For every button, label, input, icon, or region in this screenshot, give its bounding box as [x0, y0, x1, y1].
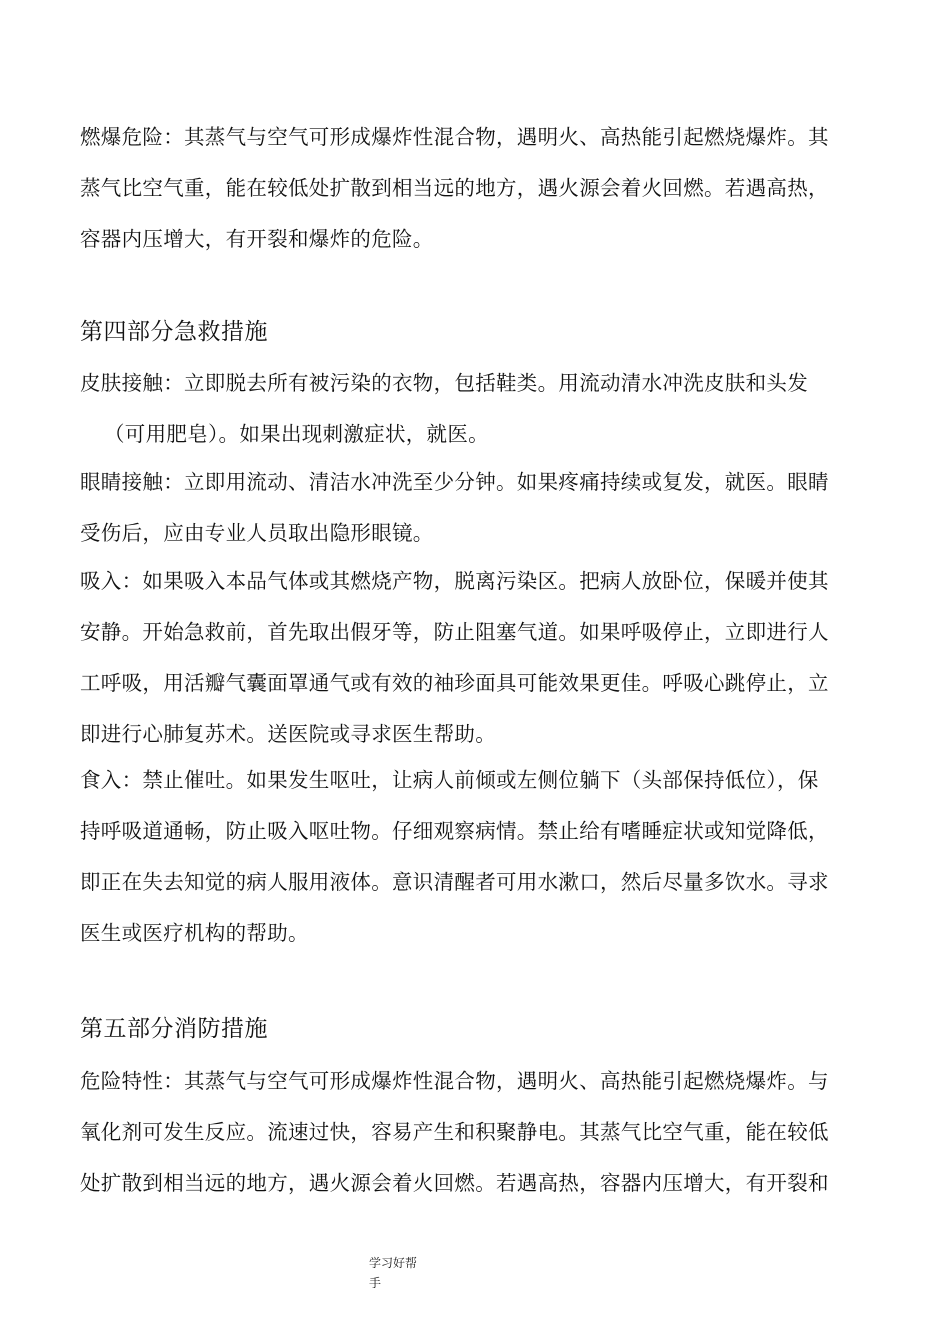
- text-line: 持呼吸道通畅，防止吸入呕吐物。仔细观察病情。禁止给有嗜睡症状或知觉降低，: [80, 819, 829, 843]
- skin-contact-paragraph: [80, 358, 886, 460]
- text-line: 蒸气比空气重，能在较低处扩散到相当远的地方，遇火源会着火回燃。若遇高热，: [80, 176, 829, 200]
- text-line: 皮肤接触：立即脱去所有被污染的衣物，包括鞋类。用流动清水冲洗皮肤和头发: [80, 371, 808, 395]
- text-line: 食入：禁止催吐。如果发生呕吐，让病人前倾或左侧位躺下（头部保持低位），保: [80, 768, 819, 792]
- inhalation-paragraph: [80, 556, 886, 760]
- text-line: 处扩散到相当远的地方，遇火源会着火回燃。若遇高热，容器内压增大，有开裂和: [80, 1171, 829, 1195]
- page-footer: [369, 1253, 429, 1293]
- text-line: 氧化剂可发生反应。流速过快，容易产生和积聚静电。其蒸气比空气重，能在较低: [80, 1120, 829, 1144]
- text-line: 燃爆危险：其蒸气与空气可形成爆炸性混合物，遇明火、高热能引起燃烧爆炸。其: [80, 125, 829, 149]
- text-line: 安静。开始急救前，首先取出假牙等，防止阻塞气道。如果呼吸停止，立即进行人: [80, 620, 829, 644]
- text-line: （可用肥皂）。如果出现刺激症状，就医。: [104, 422, 489, 446]
- text-line: 吸入：如果吸入本品气体或其燃烧产物，脱离污染区。把病人放卧位，保暖并使其: [80, 569, 829, 593]
- ingestion-paragraph: [80, 755, 886, 959]
- text-line: 眼睛接触：立即用流动、清洁水冲洗至少分钟。如果疼痛持续或复发，就医。眼睛: [80, 470, 829, 494]
- text-line: 工呼吸，用活瓣气囊面罩通气或有效的袖珍面具可能效果更佳。呼吸心跳停止，立: [80, 671, 829, 695]
- text-line: 即进行心肺复苏术。送医院或寻求医生帮助。: [80, 722, 496, 746]
- text-line: 容器内压增大，有开裂和爆炸的危险。: [80, 227, 434, 251]
- text-line: 受伤后，应由专业人员取出隐形眼镜。: [80, 521, 434, 545]
- section-title-firefighting: 第五部分消防措施: [80, 1016, 268, 1042]
- text-line: 危险特性：其蒸气与空气可形成爆炸性混合物，遇明火、高热能引起燃烧爆炸。与: [80, 1069, 829, 1093]
- eye-contact-paragraph: [80, 457, 886, 559]
- text-line: 即正在失去知觉的病人服用液体。意识清醒者可用水漱口，然后尽量多饮水。寻求: [80, 870, 829, 894]
- footer-line: 手: [369, 1276, 382, 1290]
- explosion-hazard-paragraph: [80, 112, 886, 265]
- text-line: 医生或医疗机构的帮助。: [80, 921, 309, 945]
- fire-hazard-paragraph: [80, 1056, 886, 1209]
- footer-line: 学习好帮: [369, 1256, 418, 1270]
- section-title-first-aid: 第四部分急救措施: [80, 319, 268, 345]
